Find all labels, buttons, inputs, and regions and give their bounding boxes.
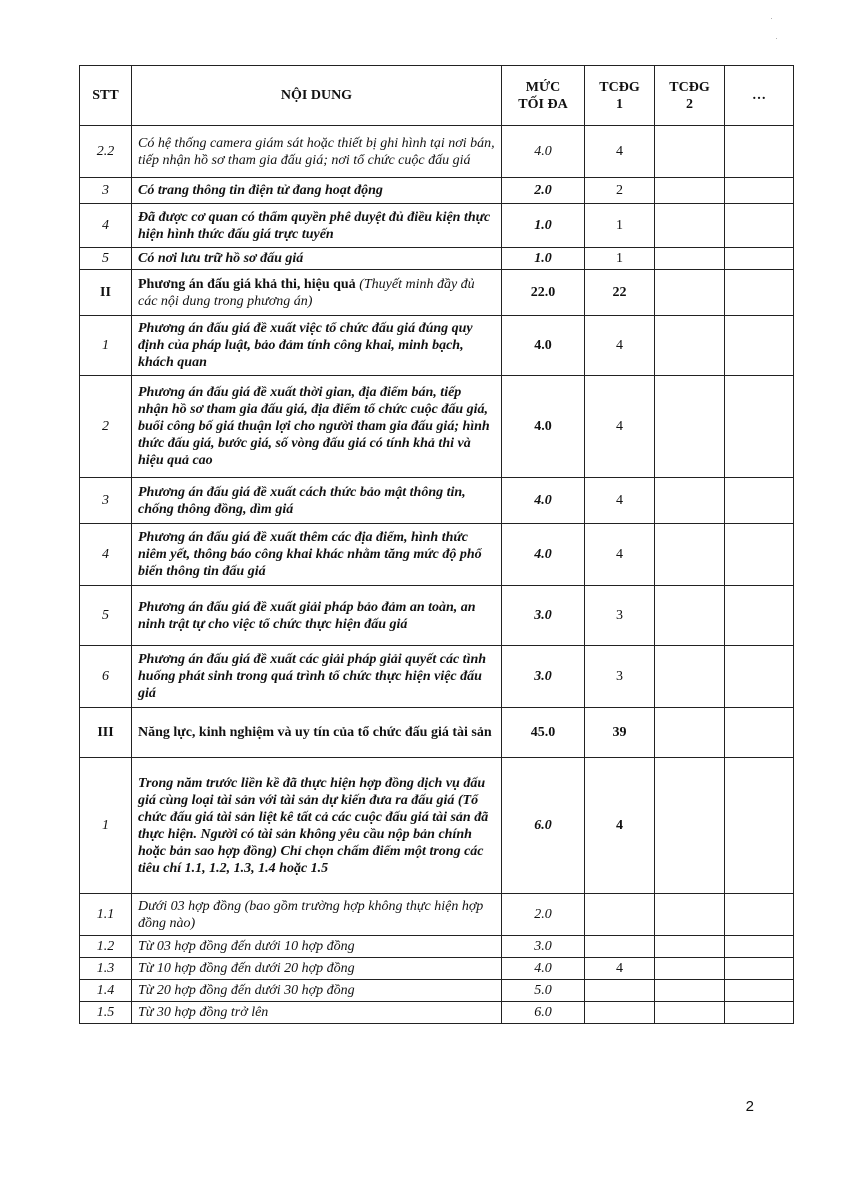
row-content: Có hệ thống camera giám sát hoặc thiết bị ghi hình tại nơi bán, tiếp nhận hồ sơ tham gia đấu giá; nơi tổ chức cuộc đấu giá [132,126,502,178]
row-more [725,1002,794,1024]
header-more: … [725,66,794,126]
row-content: Có trang thông tin điện tử đang hoạt động [132,178,502,204]
row-stt: 5 [80,248,132,270]
row-max-score: 2.0 [502,178,585,204]
row-content: Từ 10 hợp đồng đến dưới 20 hợp đồng [132,958,502,980]
row-score-2 [655,248,725,270]
row-score-1: 4 [585,524,655,586]
header-score-1-line2: 1 [616,96,623,112]
row-stt: 4 [80,524,132,586]
row-content-note: (Thuyết minh đầy đủ các nội dung trong phương án) [138,276,475,309]
row-max-score: 6.0 [502,1002,585,1024]
row-stt: 3 [80,478,132,524]
row-stt: 1.1 [80,894,132,936]
row-score-2 [655,524,725,586]
row-content: Dưới 03 hợp đồng (bao gồm trường hợp không thực hiện hợp đồng nào) [132,894,502,936]
row-score-1: 3 [585,646,655,708]
table-row [80,936,794,958]
header-max-line2: TỐI ĐA [518,96,568,112]
row-more [725,586,794,646]
row-content [132,270,502,316]
row-stt: 5 [80,586,132,646]
row-max-score: 3.0 [502,586,585,646]
row-score-1: 4 [585,478,655,524]
row-score-2 [655,270,725,316]
row-stt: 1 [80,758,132,894]
row-max-score: 4.0 [502,316,585,376]
row-more [725,178,794,204]
row-content: Phương án đấu giá đề xuất thời gian, địa điểm bán, tiếp nhận hồ sơ tham gia đấu giá, địa điểm tổ chức cuộc đấu giá, buổi công bố giá thuận lợi cho người tham gia đấu giá; hình thức đấu giá, bước giá, số vòng đấu giá có tính khả thi và hiệu quả cao [132,376,502,478]
page-number: 2 [745,1098,754,1115]
table-row-section [80,270,794,316]
table-row [80,758,794,894]
table-row [80,524,794,586]
scan-speck [776,38,777,39]
row-score-2 [655,958,725,980]
row-score-2 [655,478,725,524]
row-more [725,204,794,248]
header-content: NỘI DUNG [132,66,502,126]
row-stt: 1.2 [80,936,132,958]
row-score-1: 4 [585,958,655,980]
row-score-1: 1 [585,248,655,270]
row-more [725,958,794,980]
table-row [80,178,794,204]
row-score-2 [655,316,725,376]
row-score-2 [655,980,725,1002]
header-stt: STT [80,66,132,126]
table-row [80,478,794,524]
table-row [80,126,794,178]
row-stt: 1.4 [80,980,132,1002]
row-content: Trong năm trước liền kề đã thực hiện hợp đồng dịch vụ đấu giá cùng loại tài sản với tài sản dự kiến đưa ra đấu giá (Tổ chức đấu giá tài sản liệt kê tất cả các cuộc đấu giá tài sản đã thực hiện. Người có tài sản không yêu cầu nộp bản chính hoặc bản sao hợp đồng) Chỉ chọn chấm điểm một trong các tiêu chí 1.1, 1.2, 1.3, 1.4 hoặc 1.5 [132,758,502,894]
table-header-row [80,66,794,126]
row-content: Từ 30 hợp đồng trở lên [132,1002,502,1024]
row-score-1: 4 [585,126,655,178]
row-stt: III [80,708,132,758]
row-score-1 [585,936,655,958]
row-content: Từ 20 hợp đồng đến dưới 30 hợp đồng [132,980,502,1002]
row-score-1: 4 [585,316,655,376]
row-stt: 3 [80,178,132,204]
row-max-score: 4.0 [502,958,585,980]
row-score-1: 22 [585,270,655,316]
row-stt: 6 [80,646,132,708]
row-more [725,524,794,586]
row-more [725,758,794,894]
table-row [80,316,794,376]
row-score-1: 2 [585,178,655,204]
row-max-score: 3.0 [502,646,585,708]
row-score-2 [655,586,725,646]
row-content: Đã được cơ quan có thẩm quyền phê duyệt đủ điều kiện thực hiện hình thức đấu giá trực tuyến [132,204,502,248]
table-row [80,980,794,1002]
row-stt: 2 [80,376,132,478]
row-score-1: 4 [585,376,655,478]
row-more [725,248,794,270]
row-stt: II [80,270,132,316]
row-content: Phương án đấu giá đề xuất việc tổ chức đấu giá đúng quy định của pháp luật, bảo đảm tính công khai, minh bạch, khách quan [132,316,502,376]
row-score-1 [585,980,655,1002]
row-score-1 [585,894,655,936]
row-stt: 4 [80,204,132,248]
row-score-2 [655,758,725,894]
row-content: Phương án đấu giá đề xuất các giải pháp giải quyết các tình huống phát sinh trong quá trình tổ chức thực hiện việc đấu giá [132,646,502,708]
row-more [725,894,794,936]
criteria-table [79,65,794,1024]
row-score-1: 3 [585,586,655,646]
row-stt: 2.2 [80,126,132,178]
row-content: Phương án đấu giá đề xuất giải pháp bảo đảm an toàn, an ninh trật tự cho việc tổ chức thực hiện đấu giá [132,586,502,646]
header-score-2 [655,66,725,126]
row-more [725,270,794,316]
row-more [725,126,794,178]
header-max-line1: MỨC [525,79,561,95]
table-row [80,958,794,980]
header-score-1 [585,66,655,126]
row-more [725,708,794,758]
row-max-score: 1.0 [502,248,585,270]
row-score-2 [655,178,725,204]
row-more [725,936,794,958]
row-content: Từ 03 hợp đồng đến dưới 10 hợp đồng [132,936,502,958]
row-content: Phương án đấu giá đề xuất cách thức bảo mật thông tin, chống thông đồng, dìm giá [132,478,502,524]
row-stt: 1.3 [80,958,132,980]
row-stt: 1.5 [80,1002,132,1024]
row-content: Có nơi lưu trữ hồ sơ đấu giá [132,248,502,270]
table-row [80,646,794,708]
scan-speck [771,18,772,19]
table-row [80,248,794,270]
row-more [725,376,794,478]
row-stt: 1 [80,316,132,376]
table-row [80,1002,794,1024]
row-score-2 [655,894,725,936]
row-max-score: 22.0 [502,270,585,316]
row-score-2 [655,204,725,248]
row-score-2 [655,1002,725,1024]
row-score-2 [655,376,725,478]
row-max-score: 1.0 [502,204,585,248]
row-more [725,316,794,376]
row-score-1 [585,1002,655,1024]
row-score-1: 4 [585,758,655,894]
header-score-1-line1: TCĐG [599,79,640,95]
row-score-2 [655,936,725,958]
row-content-title: Phương án đấu giá khả thi, hiệu quả [138,276,356,292]
row-score-1: 39 [585,708,655,758]
row-score-1: 1 [585,204,655,248]
row-max-score: 3.0 [502,936,585,958]
table-row [80,376,794,478]
row-more [725,478,794,524]
row-max-score: 5.0 [502,980,585,1002]
row-more [725,980,794,1002]
row-max-score: 4.0 [502,478,585,524]
header-score-2-line1: TCĐG [669,79,710,95]
row-max-score: 2.0 [502,894,585,936]
row-max-score: 4.0 [502,126,585,178]
row-max-score: 45.0 [502,708,585,758]
row-score-2 [655,646,725,708]
row-score-2 [655,126,725,178]
row-max-score: 4.0 [502,524,585,586]
header-score-2-line2: 2 [686,96,693,112]
row-max-score: 4.0 [502,376,585,478]
table-row [80,586,794,646]
row-more [725,646,794,708]
row-content: Năng lực, kinh nghiệm và uy tín của tổ chức đấu giá tài sản [132,708,502,758]
table-row [80,894,794,936]
row-max-score: 6.0 [502,758,585,894]
table-row [80,204,794,248]
table-row-section [80,708,794,758]
header-max [502,66,585,126]
row-content: Phương án đấu giá đề xuất thêm các địa điểm, hình thức niêm yết, thông báo công khai khác nhằm tăng mức độ phổ biến thông tin đấu giá [132,524,502,586]
row-score-2 [655,708,725,758]
